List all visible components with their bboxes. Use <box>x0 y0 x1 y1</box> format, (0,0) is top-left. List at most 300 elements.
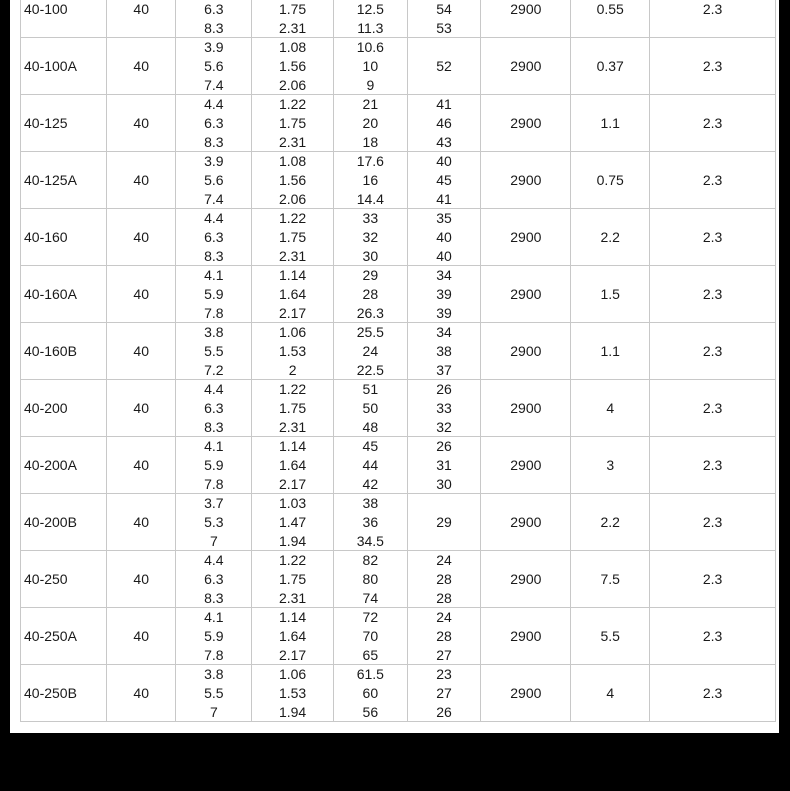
cell-npsh <box>650 380 776 437</box>
cell-value: 2900 <box>510 58 542 74</box>
cell-model <box>21 152 107 209</box>
cell-speed <box>481 0 571 38</box>
cell-value: 5.6 <box>204 57 224 74</box>
cell-value: 1.1 <box>600 115 620 131</box>
cell-flow <box>176 0 252 38</box>
cell-value: 37 <box>436 361 452 378</box>
cell-value: 80 <box>362 570 379 587</box>
cell-value: 24 <box>362 342 379 359</box>
cell-value: 2.3 <box>702 172 723 188</box>
table-row <box>21 266 776 323</box>
cell-value: 1.08 <box>278 153 307 170</box>
cell-value: 10.6 <box>356 39 384 56</box>
cell-value: 2.17 <box>278 475 307 492</box>
cell-power <box>571 608 650 665</box>
cell-head <box>334 437 408 494</box>
cell-value: 72 <box>362 609 379 626</box>
cell-value: 3 <box>606 457 615 473</box>
cell-speed <box>481 209 571 266</box>
cell-value: 5.5 <box>600 628 620 644</box>
cell-flow2 <box>252 551 334 608</box>
cell-value: 0.75 <box>596 172 624 188</box>
cell-value: 40-125A <box>24 172 77 188</box>
cell-npsh <box>650 209 776 266</box>
cell-value: 4 <box>606 400 615 416</box>
cell-model <box>21 209 107 266</box>
cell-value: 7.8 <box>204 646 224 663</box>
cell-value: 5.5 <box>204 342 224 359</box>
cell-dn <box>106 38 176 95</box>
cell-value: 4.4 <box>204 381 224 398</box>
cell-flow <box>176 551 252 608</box>
cell-value: 36 <box>362 513 379 530</box>
cell-value: 8.3 <box>204 247 224 264</box>
cell-value: 24 <box>436 552 452 569</box>
cell-head <box>334 38 408 95</box>
cell-value: 27 <box>436 646 452 663</box>
cell-npsh <box>650 608 776 665</box>
cell-value: 2.17 <box>278 304 307 321</box>
cell-value: 40-250 <box>24 571 68 587</box>
cell-value: 2.3 <box>702 571 723 587</box>
cell-value: 1.53 <box>278 342 307 359</box>
cell-value: 1.03 <box>278 495 307 512</box>
cell-value: 1.94 <box>278 532 307 549</box>
cell-power <box>571 209 650 266</box>
cell-speed <box>481 266 571 323</box>
cell-value: 1.22 <box>278 96 307 113</box>
cell-value: 1.64 <box>278 456 307 473</box>
cell-value: 28 <box>436 627 452 644</box>
cell-eff <box>407 551 481 608</box>
cell-value: 52 <box>436 58 452 74</box>
cell-flow2 <box>252 437 334 494</box>
cell-value: 2.31 <box>278 247 307 264</box>
cell-value: 1.1 <box>600 343 620 359</box>
cell-value: 1.53 <box>278 684 307 701</box>
cell-value: 27 <box>436 684 452 701</box>
cell-value: 60 <box>362 684 379 701</box>
cell-power <box>571 551 650 608</box>
cell-power <box>571 38 650 95</box>
table-row <box>21 38 776 95</box>
cell-value: 1.14 <box>278 609 307 626</box>
cell-speed <box>481 380 571 437</box>
cell-value: 50 <box>362 399 379 416</box>
cell-value: 6.3 <box>204 570 224 587</box>
cell-value: 1.75 <box>278 114 307 131</box>
cell-flow <box>176 209 252 266</box>
cell-value: 1.14 <box>278 267 307 284</box>
table-row <box>21 551 776 608</box>
cell-npsh <box>650 551 776 608</box>
cell-model <box>21 665 107 722</box>
cell-flow2 <box>252 494 334 551</box>
cell-flow <box>176 95 252 152</box>
cell-value: 40 <box>133 172 149 188</box>
cell-value: 5.9 <box>204 627 224 644</box>
cell-value: 53 <box>436 19 452 36</box>
cell-value: 54 <box>436 0 452 17</box>
cell-value: 3.8 <box>204 666 224 683</box>
cell-value: 7.5 <box>600 571 620 587</box>
cell-value: 4 <box>606 685 615 701</box>
cell-value: 1.22 <box>278 210 307 227</box>
cell-value: 39 <box>436 285 452 302</box>
cell-value: 28 <box>436 570 452 587</box>
cell-value: 4.1 <box>204 267 224 284</box>
cell-flow <box>176 608 252 665</box>
cell-flow2 <box>252 209 334 266</box>
cell-value: 1.94 <box>278 703 307 720</box>
cell-value: 56 <box>362 703 379 720</box>
cell-flow <box>176 152 252 209</box>
cell-eff <box>407 95 481 152</box>
cell-head <box>334 608 408 665</box>
cell-value: 40 <box>133 343 149 359</box>
cell-value: 2.31 <box>278 19 307 36</box>
cell-head <box>334 665 408 722</box>
cell-value: 7.4 <box>204 190 224 207</box>
cell-flow2 <box>252 38 334 95</box>
cell-value: 1.75 <box>278 228 307 245</box>
cell-value: 2900 <box>510 685 542 701</box>
cell-value: 51 <box>362 381 379 398</box>
table-body <box>21 0 776 722</box>
cell-value: 2900 <box>510 115 542 131</box>
cell-dn <box>106 323 176 380</box>
cell-value: 2900 <box>510 286 542 302</box>
cell-value: 40 <box>133 58 149 74</box>
cell-value: 24 <box>436 609 452 626</box>
cell-value: 1.5 <box>600 286 620 302</box>
cell-eff <box>407 38 481 95</box>
cell-value: 32 <box>436 418 452 435</box>
cell-dn <box>106 209 176 266</box>
table-row <box>21 0 776 38</box>
cell-value: 2.17 <box>278 646 307 663</box>
cell-value: 4.4 <box>204 96 224 113</box>
cell-flow <box>176 323 252 380</box>
cell-npsh <box>650 494 776 551</box>
cell-value: 41 <box>436 96 452 113</box>
cell-dn <box>106 437 176 494</box>
cell-value: 7 <box>209 532 218 549</box>
cell-value: 2900 <box>510 1 542 17</box>
table-row <box>21 95 776 152</box>
cell-value: 2 <box>288 361 297 378</box>
cell-eff <box>407 266 481 323</box>
cell-power <box>571 665 650 722</box>
cell-head <box>334 95 408 152</box>
cell-value: 2.3 <box>702 400 723 416</box>
cell-dn <box>106 494 176 551</box>
cell-value: 82 <box>362 552 379 569</box>
cell-value: 40-250A <box>24 628 77 644</box>
cell-flow2 <box>252 152 334 209</box>
cell-power <box>571 0 650 38</box>
cell-value: 40 <box>133 115 149 131</box>
cell-power <box>571 152 650 209</box>
cell-npsh <box>650 323 776 380</box>
cell-value: 20 <box>362 114 379 131</box>
cell-flow2 <box>252 380 334 437</box>
cell-head <box>334 323 408 380</box>
cell-value: 5.9 <box>204 456 224 473</box>
cell-value: 40-160 <box>24 229 68 245</box>
cell-value: 26 <box>436 438 452 455</box>
cell-speed <box>481 494 571 551</box>
cell-value: 2.3 <box>702 514 723 530</box>
cell-value: 8.3 <box>204 133 224 150</box>
cell-value: 21 <box>362 96 379 113</box>
cell-value: 1.08 <box>278 39 307 56</box>
cell-dn <box>106 608 176 665</box>
table-row <box>21 380 776 437</box>
cell-value: 17.6 <box>356 153 384 170</box>
table-sheet <box>10 0 779 733</box>
cell-value: 40-200 <box>24 400 68 416</box>
table-row <box>21 494 776 551</box>
cell-value: 16 <box>362 171 379 188</box>
cell-value: 45 <box>362 438 379 455</box>
cell-value: 2.3 <box>702 628 723 644</box>
cell-value: 1.75 <box>278 570 307 587</box>
cell-value: 2.2 <box>600 229 620 245</box>
cell-value: 4.4 <box>204 210 224 227</box>
cell-value: 40 <box>133 286 149 302</box>
cell-value: 40-250B <box>24 685 77 701</box>
cell-value: 2.3 <box>702 457 723 473</box>
cell-value: 26 <box>436 703 452 720</box>
cell-value: 26 <box>436 381 452 398</box>
cell-value: 43 <box>436 133 452 150</box>
cell-dn <box>106 152 176 209</box>
cell-value: 40 <box>133 514 149 530</box>
cell-value: 29 <box>436 514 452 530</box>
cell-speed <box>481 95 571 152</box>
table-row <box>21 209 776 266</box>
cell-value: 30 <box>362 247 379 264</box>
cell-model <box>21 437 107 494</box>
cell-power <box>571 95 650 152</box>
cell-value: 2.3 <box>702 343 723 359</box>
cell-value: 7.4 <box>204 76 224 93</box>
cell-value: 11.3 <box>357 19 384 36</box>
cell-speed <box>481 323 571 380</box>
cell-value: 42 <box>362 475 379 492</box>
cell-eff <box>407 0 481 38</box>
cell-value: 5.6 <box>204 171 224 188</box>
cell-value: 40 <box>133 229 149 245</box>
cell-model <box>21 323 107 380</box>
cell-value: 40-100A <box>24 58 77 74</box>
cell-value: 2900 <box>510 571 542 587</box>
cell-value: 23 <box>436 666 452 683</box>
cell-value: 41 <box>436 190 452 207</box>
cell-value: 40 <box>133 628 149 644</box>
cell-value: 1.75 <box>278 399 307 416</box>
cell-value: 18 <box>362 133 379 150</box>
cell-value: 7 <box>209 703 218 720</box>
cell-npsh <box>650 665 776 722</box>
cell-value: 40 <box>133 457 149 473</box>
cell-value: 34.5 <box>356 532 384 549</box>
cell-value: 40 <box>133 400 149 416</box>
cell-flow2 <box>252 323 334 380</box>
cell-value: 1.47 <box>278 513 307 530</box>
cell-value: 48 <box>362 418 379 435</box>
cell-value: 2.3 <box>702 685 723 701</box>
table-row <box>21 437 776 494</box>
cell-eff <box>407 494 481 551</box>
cell-eff <box>407 665 481 722</box>
cell-value: 29 <box>362 267 379 284</box>
cell-power <box>571 266 650 323</box>
cell-value: 6.3 <box>204 0 224 17</box>
cell-flow <box>176 380 252 437</box>
cell-flow2 <box>252 95 334 152</box>
cell-value: 61.5 <box>356 666 384 683</box>
cell-value: 7.2 <box>204 361 224 378</box>
cell-value: 7.8 <box>204 475 224 492</box>
cell-value: 1.64 <box>278 627 307 644</box>
cell-power <box>571 380 650 437</box>
cell-value: 2.3 <box>702 229 723 245</box>
cell-value: 12.5 <box>356 0 384 17</box>
cell-value: 2.2 <box>600 514 620 530</box>
cell-value: 40 <box>133 1 149 17</box>
cell-value: 10 <box>362 57 379 74</box>
cell-value: 0.55 <box>596 1 624 17</box>
cell-npsh <box>650 0 776 38</box>
cell-value: 26.3 <box>356 304 384 321</box>
cell-npsh <box>650 38 776 95</box>
cell-value: 25.5 <box>356 324 384 341</box>
cell-power <box>571 437 650 494</box>
cell-speed <box>481 608 571 665</box>
cell-flow <box>176 494 252 551</box>
cell-head <box>334 380 408 437</box>
cell-value: 2.3 <box>702 58 723 74</box>
cell-head <box>334 0 408 38</box>
cell-eff <box>407 437 481 494</box>
cell-value: 40 <box>436 247 452 264</box>
cell-value: 2.3 <box>702 1 723 17</box>
cell-value: 40-200B <box>24 514 77 530</box>
cell-value: 70 <box>362 627 379 644</box>
cell-value: 2900 <box>510 457 542 473</box>
cell-value: 39 <box>436 304 452 321</box>
cell-model <box>21 0 107 38</box>
cell-value: 6.3 <box>204 114 224 131</box>
cell-value: 2.31 <box>278 133 307 150</box>
cell-value: 40 <box>133 571 149 587</box>
cell-eff <box>407 209 481 266</box>
cell-value: 40-200A <box>24 457 77 473</box>
cell-speed <box>481 551 571 608</box>
table-row <box>21 665 776 722</box>
cell-value: 1.06 <box>278 666 307 683</box>
cell-value: 65 <box>362 646 379 663</box>
table-row <box>21 323 776 380</box>
cell-value: 2900 <box>510 343 542 359</box>
cell-model <box>21 380 107 437</box>
cell-value: 1.56 <box>278 171 307 188</box>
cell-value: 2900 <box>510 172 542 188</box>
cell-value: 40 <box>133 685 149 701</box>
pump-spec-table <box>20 0 776 722</box>
cell-value: 3.7 <box>204 495 224 512</box>
cell-value: 2.31 <box>278 589 307 606</box>
cell-flow2 <box>252 0 334 38</box>
cell-value: 6.3 <box>204 228 224 245</box>
cell-head <box>334 266 408 323</box>
cell-model <box>21 95 107 152</box>
cell-value: 38 <box>362 495 379 512</box>
cell-value: 1.22 <box>278 381 307 398</box>
cell-value: 5.9 <box>204 285 224 302</box>
cell-speed <box>481 665 571 722</box>
cell-value: 44 <box>362 456 379 473</box>
cell-value: 1.56 <box>278 57 307 74</box>
cell-npsh <box>650 152 776 209</box>
cell-dn <box>106 665 176 722</box>
cell-value: 1.22 <box>278 552 307 569</box>
cell-value: 2900 <box>510 514 542 530</box>
cell-value: 40 <box>436 153 452 170</box>
cell-value: 2900 <box>510 400 542 416</box>
cell-value: 14.4 <box>356 190 384 207</box>
cell-flow <box>176 38 252 95</box>
cell-value: 33 <box>362 210 379 227</box>
cell-value: 9 <box>366 76 375 93</box>
cell-npsh <box>650 437 776 494</box>
cell-value: 4.4 <box>204 552 224 569</box>
cell-value: 2.31 <box>278 418 307 435</box>
cell-value: 30 <box>436 475 452 492</box>
cell-eff <box>407 152 481 209</box>
cell-eff <box>407 323 481 380</box>
cell-value: 3.9 <box>204 39 224 56</box>
cell-value: 28 <box>362 285 379 302</box>
cell-flow2 <box>252 608 334 665</box>
cell-value: 8.3 <box>204 418 224 435</box>
cell-eff <box>407 608 481 665</box>
cell-dn <box>106 0 176 38</box>
cell-value: 31 <box>436 456 452 473</box>
cell-head <box>334 494 408 551</box>
cell-model <box>21 608 107 665</box>
cell-flow <box>176 266 252 323</box>
cell-value: 35 <box>436 210 452 227</box>
cell-value: 2.3 <box>702 115 723 131</box>
cell-eff <box>407 380 481 437</box>
cell-model <box>21 494 107 551</box>
cell-flow2 <box>252 665 334 722</box>
cell-head <box>334 152 408 209</box>
cell-value: 4.1 <box>204 438 224 455</box>
cell-speed <box>481 152 571 209</box>
cell-npsh <box>650 266 776 323</box>
cell-value: 3.9 <box>204 153 224 170</box>
cell-dn <box>106 266 176 323</box>
cell-speed <box>481 38 571 95</box>
cell-value: 38 <box>436 342 452 359</box>
cell-speed <box>481 437 571 494</box>
cell-value: 1.14 <box>278 438 307 455</box>
cell-value: 3.8 <box>204 324 224 341</box>
